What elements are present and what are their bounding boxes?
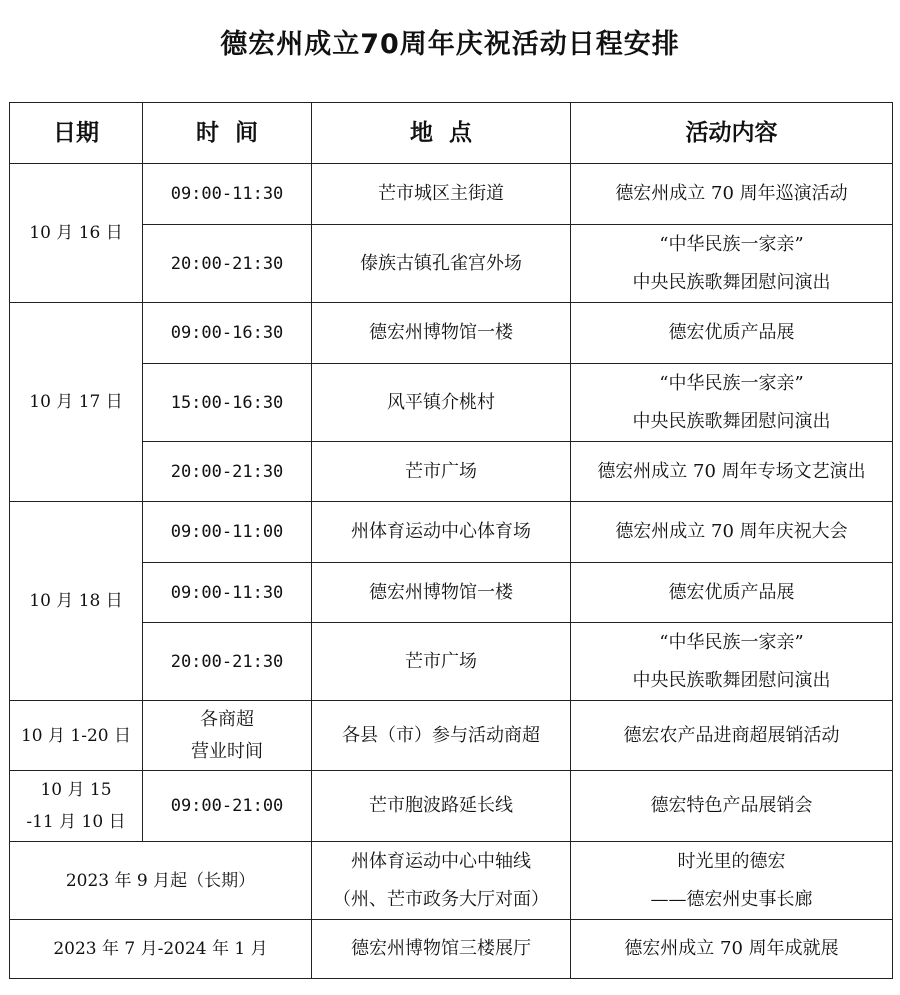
content-line: 时光里的德宏	[677, 850, 786, 872]
schedule-table	[9, 102, 893, 979]
table-row	[10, 502, 893, 563]
place-cell: 芒市城区主街道	[312, 164, 571, 225]
table-row	[10, 563, 893, 623]
header-place: 地 点	[312, 103, 571, 164]
place-cell: 州体育运动中心体育场	[312, 502, 571, 563]
table-row	[10, 225, 893, 303]
place-cell: 德宏州博物馆一楼	[312, 563, 571, 623]
time-cell: 09:00-11:00	[143, 502, 312, 563]
table-row	[10, 771, 893, 842]
time-cell: 20:00-21:30	[143, 623, 312, 701]
header-row	[10, 103, 893, 164]
content-cell: 德宏特色产品展销会	[571, 771, 893, 842]
content-cell: 德宏优质产品展	[571, 303, 893, 364]
content-line: 中央民族歌舞团慰问演出	[632, 410, 831, 432]
content-cell: 德宏州成立 70 周年巡演活动	[571, 164, 893, 225]
place-cell: 芒市广场	[312, 442, 571, 502]
content-line: “中华民族一家亲”	[659, 631, 804, 653]
content-cell	[571, 623, 893, 701]
date-cell: 10 月 18 日	[10, 502, 143, 701]
table-row	[10, 364, 893, 442]
content-cell: 德宏州成立 70 周年庆祝大会	[571, 502, 893, 563]
content-cell	[571, 842, 893, 920]
place-cell: 德宏州博物馆一楼	[312, 303, 571, 364]
page-title: 德宏州成立70周年庆祝活动日程安排	[220, 29, 680, 60]
time-line: 营业时间	[191, 740, 263, 762]
place-cell: 风平镇介桃村	[312, 364, 571, 442]
time-line: 各商超	[200, 708, 254, 730]
table-row	[10, 442, 893, 502]
date-cell: 10 月 17 日	[10, 303, 143, 502]
date-line: 10 月 15	[40, 780, 112, 800]
place-cell: 各县（市）参与活动商超	[312, 701, 571, 771]
time-cell: 09:00-21:00	[143, 771, 312, 842]
content-cell: 德宏优质产品展	[571, 563, 893, 623]
date-line: -11 月 10 日	[26, 812, 126, 832]
time-cell: 15:00-16:30	[143, 364, 312, 442]
time-cell: 09:00-11:30	[143, 164, 312, 225]
content-line: “中华民族一家亲”	[659, 233, 804, 255]
time-cell: 20:00-21:30	[143, 225, 312, 303]
content-cell	[571, 364, 893, 442]
table-row	[10, 842, 893, 920]
content-cell: 德宏州成立 70 周年专场文艺演出	[571, 442, 893, 502]
time-cell: 09:00-16:30	[143, 303, 312, 364]
time-cell	[143, 701, 312, 771]
content-line: “中华民族一家亲”	[659, 372, 804, 394]
date-cell: 10 月 1-20 日	[10, 701, 143, 771]
time-cell: 09:00-11:30	[143, 563, 312, 623]
date-cell: 2023 年 9 月起（长期）	[10, 842, 312, 920]
date-cell: 10 月 16 日	[10, 164, 143, 303]
table-row	[10, 920, 893, 979]
place-cell: 芒市广场	[312, 623, 571, 701]
date-cell	[10, 771, 143, 842]
time-cell: 20:00-21:30	[143, 442, 312, 502]
content-line: 中央民族歌舞团慰问演出	[632, 271, 831, 293]
content-cell: 德宏农产品进商超展销活动	[571, 701, 893, 771]
table-row	[10, 701, 893, 771]
place-cell: 芒市胞波路延长线	[312, 771, 571, 842]
header-time: 时 间	[143, 103, 312, 164]
content-line: 中央民族歌舞团慰问演出	[632, 669, 831, 691]
header-content: 活动内容	[571, 103, 893, 164]
content-line: ——德宏州史事长廊	[650, 888, 813, 910]
date-cell: 2023 年 7 月-2024 年 1 月	[10, 920, 312, 979]
table-row	[10, 164, 893, 225]
table-row	[10, 623, 893, 701]
table-row	[10, 303, 893, 364]
place-cell: 傣族古镇孔雀宫外场	[312, 225, 571, 303]
content-cell	[571, 225, 893, 303]
content-cell: 德宏州成立 70 周年成就展	[571, 920, 893, 979]
place-cell: 德宏州博物馆三楼展厅	[312, 920, 571, 979]
place-cell	[312, 842, 571, 920]
place-line: （州、芒市政务大厅对面）	[333, 888, 549, 910]
place-line: 州体育运动中心中轴线	[351, 850, 531, 872]
header-date: 日期	[10, 103, 143, 164]
